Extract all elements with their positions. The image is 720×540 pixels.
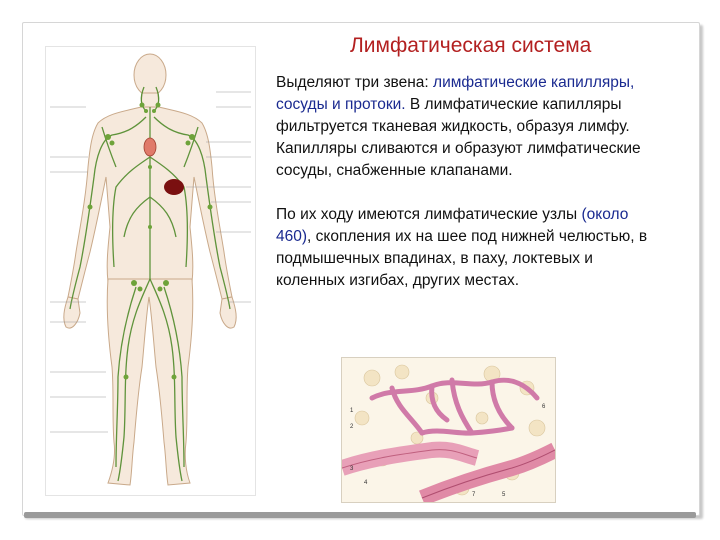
paragraph-1-highlight: лимфатические капилляры, сосуды и протоки.: [276, 74, 635, 113]
paragraph-1-intro: Выделяют три звена:: [276, 74, 434, 91]
paragraph-2: [276, 204, 656, 292]
capillary-label-4: 4: [364, 480, 368, 486]
capillary-label-2: 2: [350, 424, 354, 430]
capillary-label-1: 1: [350, 408, 354, 414]
capillary-figure-svg: [342, 358, 555, 502]
blood-vessels: [342, 450, 555, 498]
thymus-organ: [144, 138, 156, 156]
lymphatic-capillaries-illustration: [341, 357, 556, 503]
paragraph-2-intro: По их ходу имеются лимфатические узлы: [276, 206, 582, 223]
paragraph-1: [276, 72, 656, 182]
capillary-label-6: 6: [542, 404, 546, 410]
paragraph-1-rest: В лимфатические капилляры фильтруется тканевая жидкость, образуя лимфу. Капилляры сливаются и образуют лимфатические сосуды, снабженные клапанами.: [276, 96, 641, 179]
paragraph-2-rest: , скопления их на шее под нижней челюстью, в подмышечных впадинах, в паху, локтевых и коленных изгибах, других местах.: [276, 228, 648, 289]
capillary-label-3: 3: [350, 466, 354, 472]
capillary-network: [372, 380, 537, 433]
body-figure-svg: [46, 47, 255, 495]
capillary-label-7: 7: [472, 492, 476, 498]
lymphatic-system-body-illustration: [45, 46, 256, 496]
spleen-organ: [164, 179, 184, 195]
slide-body-text: [276, 72, 656, 292]
paragraph-2-highlight: (около 460): [276, 206, 629, 245]
slide-title: Лимфатическая система: [350, 34, 592, 57]
capillary-label-5: 5: [502, 492, 506, 498]
slide-bottom-bar: [24, 512, 696, 518]
